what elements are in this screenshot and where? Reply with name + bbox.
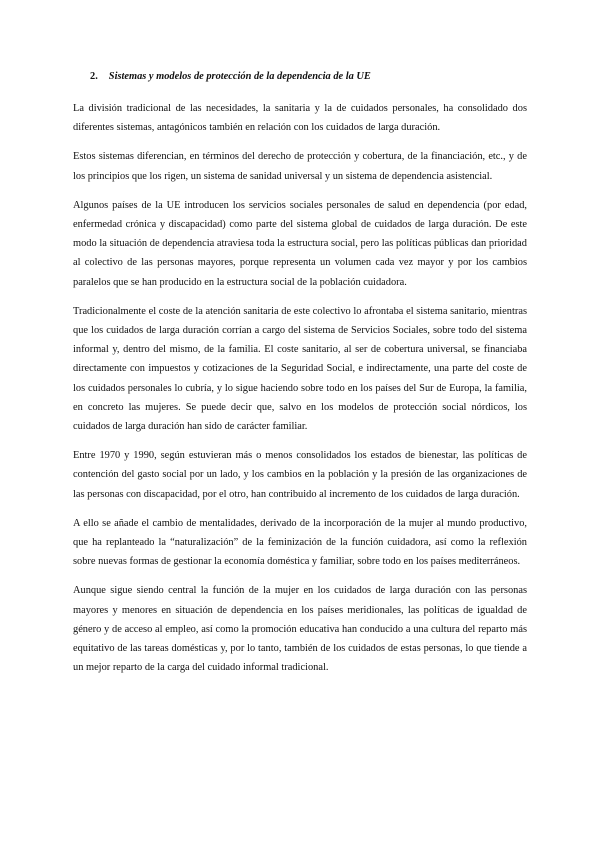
paragraph: Aunque sigue siendo central la función de la mujer en los cuidados de larga duración con las personas mayores y menores en situación de dependencia en los países meridionales, las políticas de igualdad de género y de acceso al empleo, así como la promoción educativa han conducido a una cultura del reparto más equitativo de las tareas domésticas y, por lo tanto, también de los cuidados de estas personas, lo que tiende a un mejor reparto de la carga del cuidado informal tradicional. <box>73 585 527 674</box>
paragraph: Tradicionalmente el coste de la atención sanitaria de este colectivo lo afrontaba el sistema sanitario, mientras que los cuidados de larga duración corrían a cargo del sistema de Servicios Sociales, sobre todo del sistema informal y, dentro del mismo, de la familia. El coste sanitario, al ser de cobertura universal, se financiaba directamente con impuestos y cotizaciones de la Seguridad Social, e indirectamente, una parte del coste de los cuidados personales lo cubría, y lo sigue haciendo sobre todo en los países del Sur de Europa, la familia, en concreto las mujeres. Se puede decir que, salvo en los modelos de protección social nórdicos, los cuidados de larga duración han sido de carácter familiar. <box>73 305 527 433</box>
paragraph: A ello se añade el cambio de mentalidades, derivado de la incorporación de la mujer al mundo productivo, que ha replanteado la “naturalización” de la feminización de la función cuidadora, así como la reflexión sobre nuevas formas de gestionar la economía doméstica y familiar, sobre todo en los países mediterráneos. <box>73 517 527 568</box>
paragraph: Entre 1970 y 1990, según estuvieran más o menos consolidados los estados de bienestar, las políticas de contención del gasto social por un lado, y los cambios en la población y la presión de las organizaciones de las personas con discapacidad, por el otro, han contribuido al incremento de los cuidados de larga duración. <box>73 450 527 500</box>
section-title: Sistemas y modelos de protección de la dependencia de la UE <box>108 71 371 82</box>
section-heading <box>90 70 527 84</box>
section-number: 2. <box>90 71 98 82</box>
paragraph: Estos sistemas diferencian, en términos del derecho de protección y cobertura, de la financiación, etc., y de los principios que los rigen, un sistema de sanidad universal y un sistema de dependencia asistencial. <box>73 151 527 182</box>
paragraph: La división tradicional de las necesidades, la sanitaria y la de cuidados personales, ha consolidado dos diferentes sistemas, antagónicos también en relación con los cuidados de larga duración. <box>73 103 527 134</box>
paragraph: Algunos países de la UE introducen los servicios sociales personales de salud en dependencia (por edad, enfermedad crónica y discapacidad) como parte del sistema global de cuidados de larga duración. De este modo la situación de dependencia atraviesa toda la estructura social, pero las políticas públicas dan prioridad al colectivo de las personas mayores, porque representa un volumen cada vez mayor y por los cambios paralelos que se han producido en la estructura social de la población cuidadora. <box>73 199 527 288</box>
